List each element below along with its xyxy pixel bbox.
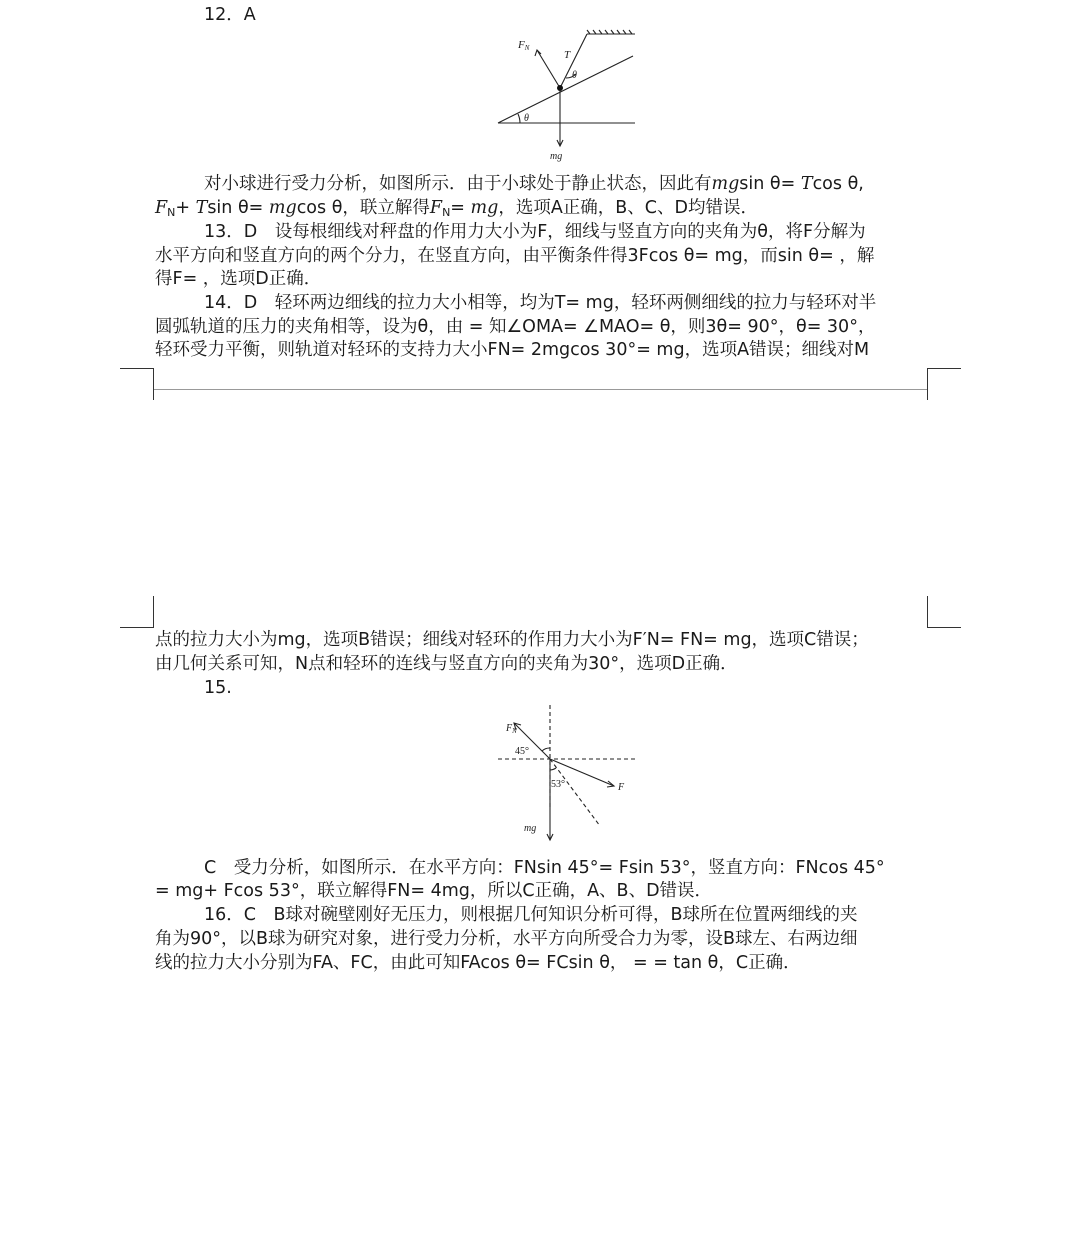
- svg-text:F: F: [618, 782, 625, 793]
- q14-line3: 轻环受力平衡，则轨道对轻环的支持力大小FN= 2mgcos 30°= mg，选项A错误；细线对M: [155, 340, 870, 360]
- q12-line1: 对小球进行受力分析，如图所示．由于小球处于静止状态，因此有mgsin θ= Tcos θ,: [204, 174, 864, 194]
- crop-mark-bottom-left-h: [120, 627, 154, 628]
- svg-text:FN: $F_N$: [506, 723, 517, 735]
- crop-mark-top-left-v: [153, 368, 154, 400]
- incline-line: [498, 56, 633, 123]
- q12-line2: $F_N+ Tsin$ θ= mgcos θ，联立解得$F_N=$ mg，选项A正确，B、C、D均错误．: [155, 198, 758, 219]
- q14-line4: 点的拉力大小为mg，选项B错误；细线对轻环的作用力大小为F′N= FN= mg，选项C错误；: [155, 630, 869, 650]
- normal-force-arrow: [537, 50, 560, 88]
- svg-text:FN: FN: [518, 39, 530, 52]
- q14-line2: 圆弧轨道的压力的夹角相等，设为θ，由 = 知∠OMA= ∠MAO= θ，则3θ= 90°，θ= 30°，: [155, 317, 876, 337]
- svg-text:T: T: [564, 49, 571, 61]
- svg-text:θ: θ: [572, 70, 577, 81]
- q16-line2: 角为90°，以B球为研究对象，进行受力分析，水平方向所受合力为零，设B球左、右两边细: [155, 929, 858, 949]
- q16-line3: 线的拉力大小分别为FA、FC，由此可知FAcos θ= FCsin θ， = = tan θ，C正确．: [155, 953, 801, 973]
- incline-force-diagram: [490, 28, 650, 166]
- page-break-top-line: [153, 389, 927, 390]
- q14-line1: 14．D 轻环两边细线的拉力大小相等，均为T= mg，轻环两侧细线的拉力与轻环对半: [204, 293, 877, 313]
- svg-text:mg: mg: [524, 823, 537, 834]
- q15-line1: C 受力分析，如图所示．在水平方向：FNsin 45°= Fsin 53°，竖直方向：FNcos 45°: [204, 858, 885, 878]
- q13-line3: 得F= ，选项D正确．: [155, 269, 322, 289]
- q15-line2: = mg+ Fcos 53°，联立解得FN= 4mg，所以C正确，A、B、D错误．: [155, 881, 713, 901]
- q14-line5: 由几何关系可知，N点和轻环的连线与竖直方向的夹角为30°，选项D正确．: [155, 654, 738, 674]
- q12-label: 12．A: [204, 5, 256, 25]
- crop-mark-top-right-v: [927, 368, 928, 400]
- crop-mark-top-right-h: [927, 368, 961, 369]
- crop-mark-bottom-right-h: [927, 627, 961, 628]
- crop-mark-bottom-right-v: [927, 596, 928, 628]
- svg-text:θ: θ: [524, 113, 529, 124]
- q13-line1: 13．D 设每根细线对秤盘的作用力大小为F，细线与竖直方向的夹角为θ，将F分解为: [204, 222, 866, 242]
- ball: [557, 85, 563, 91]
- svg-text:53°: 53°: [551, 779, 565, 790]
- svg-text:mg: mg: [550, 151, 563, 162]
- q13-line2: 水平方向和竖直方向的两个分力，在竖直方向，由平衡条件得3Fcos θ= mg，而sin θ= ，解: [155, 246, 875, 266]
- svg-text:45°: 45°: [515, 746, 529, 757]
- force-diagram-45-53: [490, 700, 650, 850]
- q15-label: 15.: [204, 678, 232, 698]
- q16-line1: 16．C B球对碗壁刚好无压力，则根据几何知识分析可得，B球所在位置两细线的夹: [204, 905, 858, 925]
- crop-mark-top-left-h: [120, 368, 154, 369]
- crop-mark-bottom-left-v: [153, 596, 154, 628]
